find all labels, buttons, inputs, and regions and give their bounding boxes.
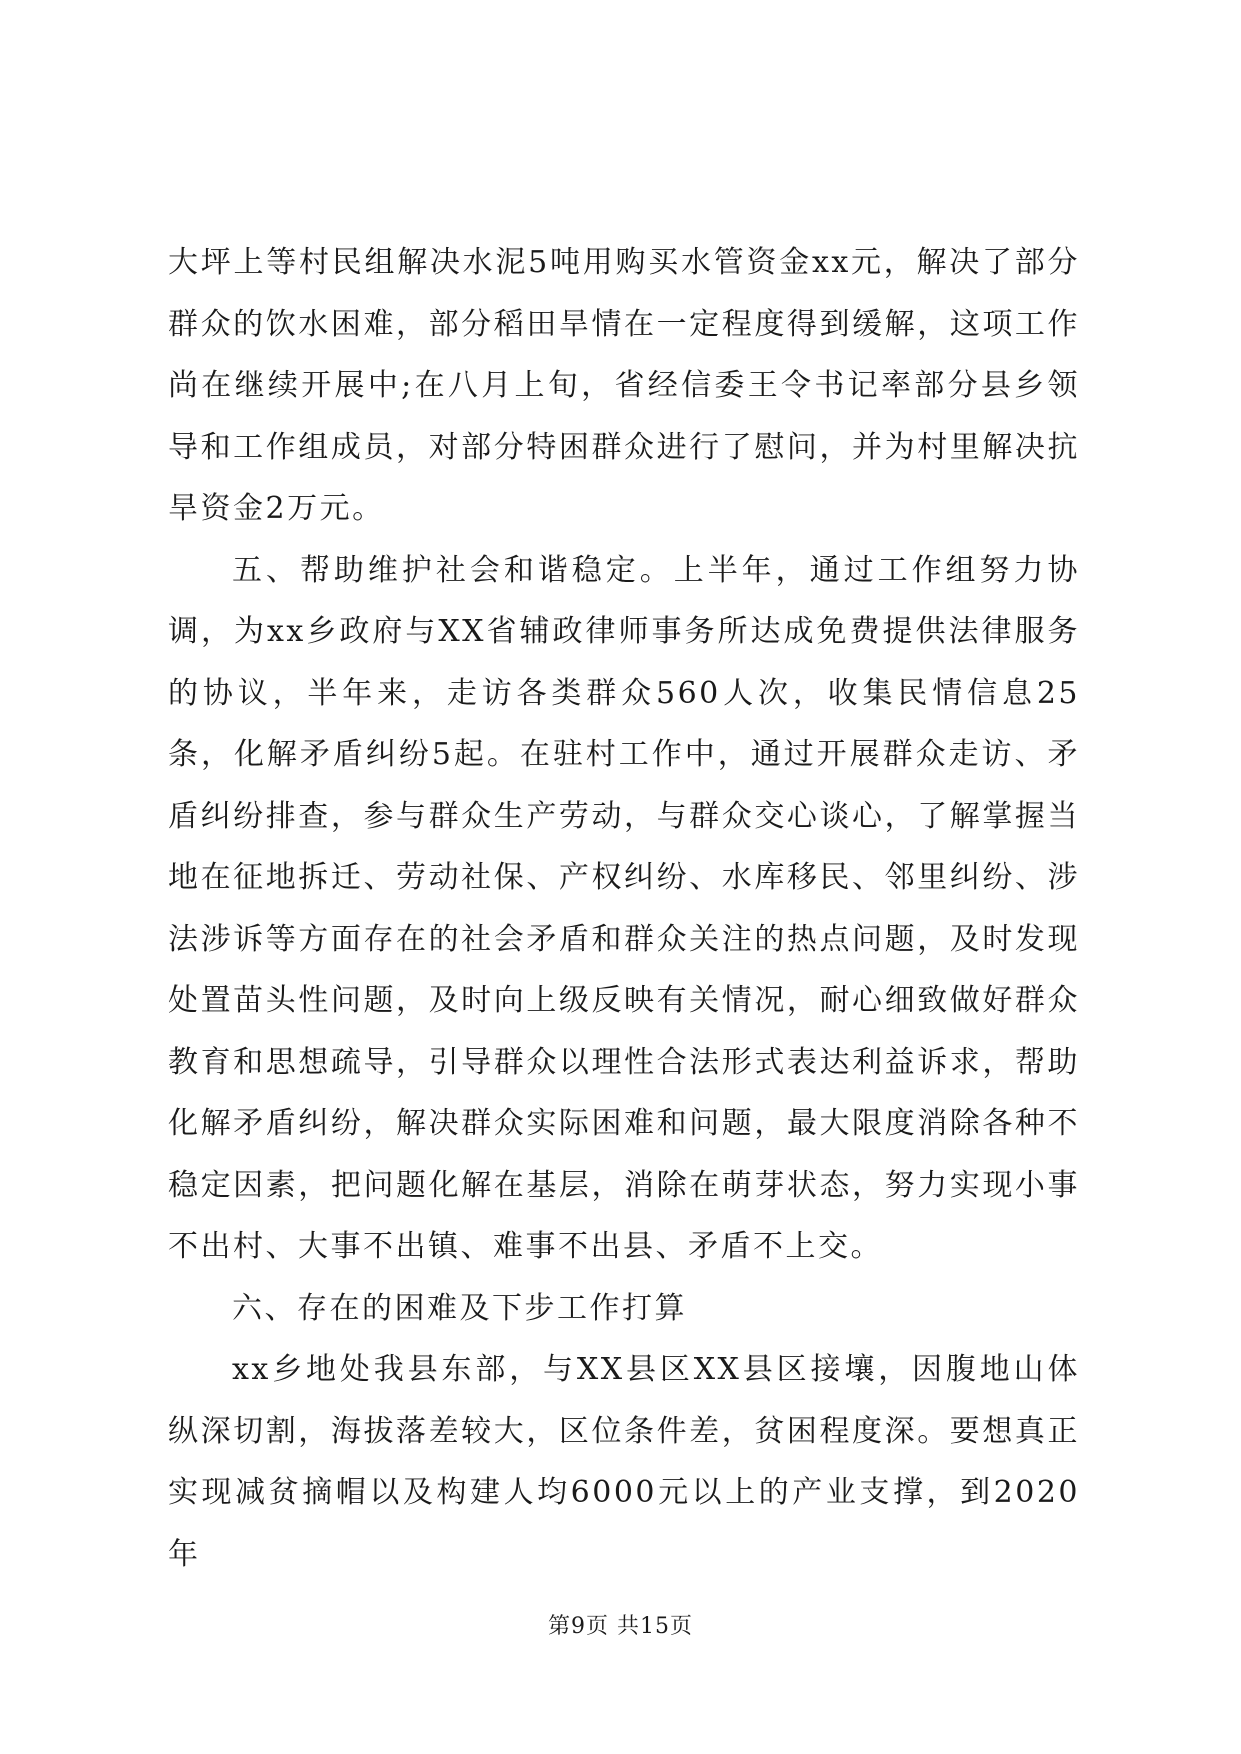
paragraph-section-6-body: xx乡地处我县东部，与XX县区XX县区接壤，因腹地山体纵深切割，海拔落差较大，区位条件差，贫困程度深。要想真正实现减贫摘帽以及构建人均6000元以上的产业支撑，到2020年 xyxy=(168,1352,1080,1572)
section-6-heading: 六、存在的困难及下步工作打算 xyxy=(232,1290,687,1326)
page-number-footer: 第9页 共15页 xyxy=(548,1614,693,1639)
paragraph-continuation: 大坪上等村民组解决水泥5吨用购买水管资金xx元，解决了部分群众的饮水困难，部分稻田旱情在一定程度得到缓解，这项工作尚在继续开展中;在八月上旬，省经信委王令书记率部分县乡领导和工作组成员，对部分特困群众进行了慰问，并为村里解决抗旱资金2万元。 xyxy=(168,245,1080,526)
paragraph-section-5: 五、帮助维护社会和谐稳定。上半年，通过工作组努力协调，为xx乡政府与XX省辅政律师事务所达成免费提供法律服务的协议，半年来，走访各类群众560人次，收集民情信息25条，化解矛盾纠纷5起。在驻村工作中，通过开展群众走访、矛盾纠纷排查，参与群众生产劳动，与群众交心谈心，了解掌握当地在征地拆迁、劳动社保、产权纠纷、水库移民、邻里纠纷、涉法涉诉等方面存在的社会矛盾和群众关注的热点问题，及时发现处置苗头性问题，及时向上级反映有关情况，耐心细致做好群众教育和思想疏导，引导群众以理性合法形式表达利益诉求，帮助化解矛盾纠纷，解决群众实际困难和问题，最大限度消除各种不稳定因素，把问题化解在基层，消除在萌芽状态，努力实现小事不出村、大事不出镇、难事不出县、矛盾不上交。 xyxy=(168,552,1080,1264)
document-body xyxy=(168,232,1080,1585)
